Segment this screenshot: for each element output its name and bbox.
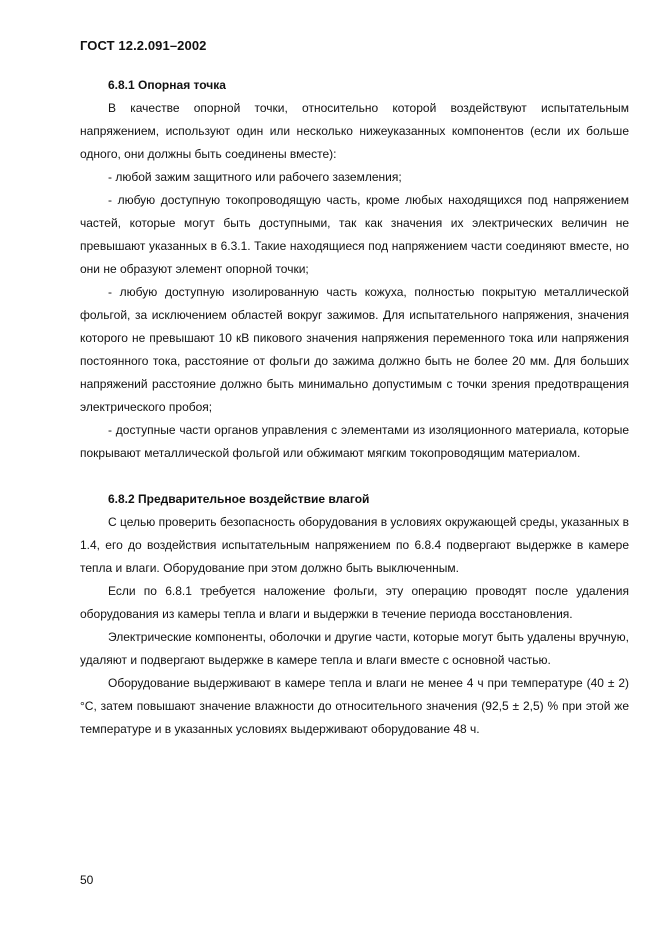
paragraph: Оборудование выдерживают в камере тепла и влаги не менее 4 ч при температуре (40 ± 2) °С, затем повышают значение влажности до относительного значения (92,5 ± 2,5) % при этой же температуре и в указанных условиях выдерживают оборудование 48 ч. bbox=[80, 676, 629, 736]
list-item: - любую доступную изолированную часть кожуха, полностью покрытую металлической фольгой, за исключением областей вокруг зажимов. Для испытательного напряжения, значения которого не превышают 10 кВ пикового значения напряжения переменного тока или напряжения постоянного тока, расстояние от фольги до зажима должно быть не более 20 мм. Для больших напряжений расстояние должно быть минимально допустимым с точки зрения предотвращения электрического пробоя; bbox=[80, 285, 629, 414]
paragraph: Если по 6.8.1 требуется наложение фольги, эту операцию проводят после удаления оборудования из камеры тепла и влаги и выдержки в течение периода восстановления. bbox=[80, 584, 629, 621]
section-heading-6-8-1: 6.8.1 Опорная точка bbox=[108, 78, 226, 92]
list-item: - любой зажим защитного или рабочего заземления; bbox=[108, 170, 402, 184]
paragraph: Электрические компоненты, оболочки и другие части, которые могут быть удалены вручную, удаляют и подвергают выдержке в камере тепла и влаги вместе с основной частью. bbox=[80, 630, 629, 667]
page-number: 50 bbox=[80, 873, 94, 887]
paragraph: С целью проверить безопасность оборудования в условиях окружающей среды, указанных в 1.4, его до воздействия испытательным напряжением по 6.8.4 подвергают выдержке в камере тепла и влаги. Оборудование при этом должно быть выключенным. bbox=[80, 515, 629, 575]
list-item: - доступные части органов управления с элементами из изоляционного материала, которые покрывают металлической фольгой или обжимают мягким токопроводящим материалом. bbox=[80, 423, 629, 460]
document-header: ГОСТ 12.2.091–2002 bbox=[80, 38, 207, 53]
paragraph: В качестве опорной точки, относительно которой воздействуют испытательным напряжением, используют один или несколько нижеуказанных компонентов (если их больше одного, они должны быть соединены вместе): bbox=[80, 101, 629, 161]
section-heading-6-8-2: 6.8.2 Предварительное воздействие влагой bbox=[108, 492, 370, 506]
section-spacer bbox=[80, 465, 629, 488]
document-body bbox=[80, 74, 629, 741]
list-item: - любую доступную токопроводящую часть, кроме любых находящихся под напряжением частей, которые могут быть доступными, так как значения их электрических величин не превышают указанных в 6.3.1. Такие находящиеся под напряжением части соединяют вместе, но они не образуют элемент опорной точки; bbox=[80, 193, 629, 276]
